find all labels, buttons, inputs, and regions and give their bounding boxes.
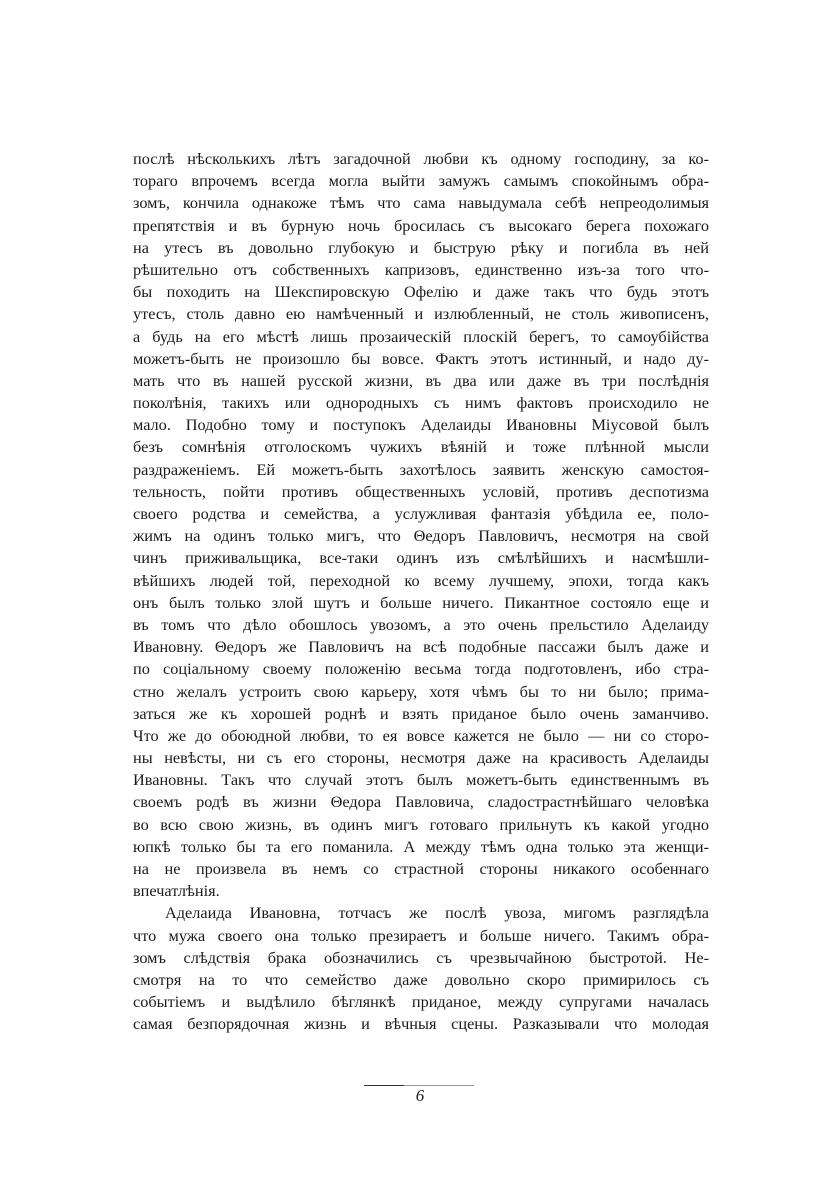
text-line: можетъ-быть не произошло бы вовсе. Фактъ этотъ истинный, и надо ду- [133,348,709,368]
text-line: Аделаида Ивановна, тотчасъ же послѣ увоза, мигомъ разглядѣла [165,903,709,923]
text-line: своемъ родѣ въ жизни Θедора Павловича, сладострастнѣйшаго человѣка [133,792,709,812]
text-line: что мужа своего она только презираетъ и больше ничего. Такимъ обра- [133,925,709,945]
text-line: своего родства и семейства, а услужливая фантазія убѣдила ее, поло- [133,504,709,523]
text-line: тораго впрочемъ всегда могла выйти замужъ самымъ спокойнымъ обра- [133,171,709,191]
text-line: препятствія и въ бурную ночь бросилась съ высокаго берега похожаго [133,215,709,235]
paragraph [133,148,709,902]
text-line: вѣйшихъ людей той, переходной ко всему лучшему, эпохи, тогда какъ [133,570,709,590]
text-line: рѣшительно отъ собственныхъ капризовъ, единственно изъ-за того что- [133,259,709,279]
text-line: смотря на то что семейство даже довольно скоро примирилось съ [133,969,709,989]
text-line: онъ былъ только злой шутъ и больше ничего. Пикантное состояло еще и [133,592,709,612]
text-line: заться же къ хорошей роднѣ и взять приданое было очень заманчиво. [133,703,709,723]
text-line: ны невѣсты, ни съ его стороны, несмотря даже на красивость Аделаиды [133,748,709,768]
body-text [133,148,709,1036]
text-line: а будь на его мѣстѣ лишь прозаическій плоскій берегъ, то самоубійства [133,326,709,346]
text-line: послѣ нѣсколькихъ лѣтъ загадочной любви къ одному господину, за ко- [133,149,709,168]
text-line: жимъ на одинъ только мигъ, что Θедоръ Павловичъ, несмотря на свой [133,526,709,546]
text-line: въ томъ что дѣло обошлось увозомъ, а это очень прельстило Аделаиду [133,614,709,634]
text-line: зомъ слѣдствія брака обозначились съ чрезвычайною быстротой. Не- [133,947,709,967]
text-line: событіемъ и выдѣлило бѣглянкѣ приданое, между супругами началась [133,992,709,1012]
text-line: во всю свою жизнь, въ одинъ мигъ готоваго прильнуть къ какой угодно [133,814,709,834]
text-line: по соціальному своему положенію весьма тогда подготовленъ, ибо стра- [133,659,709,679]
text-line: самая безпорядочная жизнь и вѣчныя сцены. Разказывали что молодая [133,1014,709,1034]
page-number: 6 [415,1086,425,1105]
text-line: безъ сомнѣнія отголоскомъ чужихъ вѣяній и тоже плѣнной мысли [133,437,709,457]
text-line: стно желалъ устроить свою карьеру, хотя чѣмъ бы то ни было; прима- [133,681,709,701]
text-line: на не произвела въ немъ со страстной стороны никакого особеннаго [133,859,709,878]
text-line: раздраженіемъ. Ей можетъ-быть захотѣлось заявить женскую самостоя- [133,459,709,479]
text-line: утесъ, столь давно ею намѣченный и излюбленный, не столь живописенъ, [133,304,709,324]
text-line: бы походить на Шекспировскую Офелію и даже такъ что будь этотъ [133,282,709,302]
text-line: юпкѣ только бы та его поманила. А между тѣмъ одна только эта женщи- [133,836,709,856]
text-line: на утесъ въ довольно глубокую и быструю рѣку и погибла въ ней [133,237,709,257]
text-line: зомъ, кончила однакоже тѣмъ что сама навыдумала себѣ непреодолимыя [133,193,709,213]
text-line: чинъ приживальщика, все-таки одинъ изъ смѣлѣйшихъ и насмѣшли- [133,548,709,568]
paragraph [133,902,709,1035]
text-line: тельность, пойти противъ общественныхъ условій, противъ деспотизма [133,481,709,501]
text-line: Ивановну. Θедоръ же Павловичъ на всѣ подобные пассажи былъ даже и [133,637,709,657]
text-line: Что же до обоюдной любви, то ея вовсе кажется не было — ни со сторо- [133,725,709,745]
text-line: впечатлѣнія. [133,881,220,901]
text-line: мать что въ нашей русской жизни, въ два или даже въ три послѣднія [133,370,709,390]
text-line: поколѣнія, такихъ или однородныхъ съ нимъ фактовъ происходило не [133,393,709,413]
text-line: мало. Подобно тому и поступокъ Аделаиды Ивановны Міусовой былъ [133,415,709,435]
text-line: Ивановны. Такъ что случай этотъ былъ можетъ-быть единственнымъ въ [133,770,709,790]
